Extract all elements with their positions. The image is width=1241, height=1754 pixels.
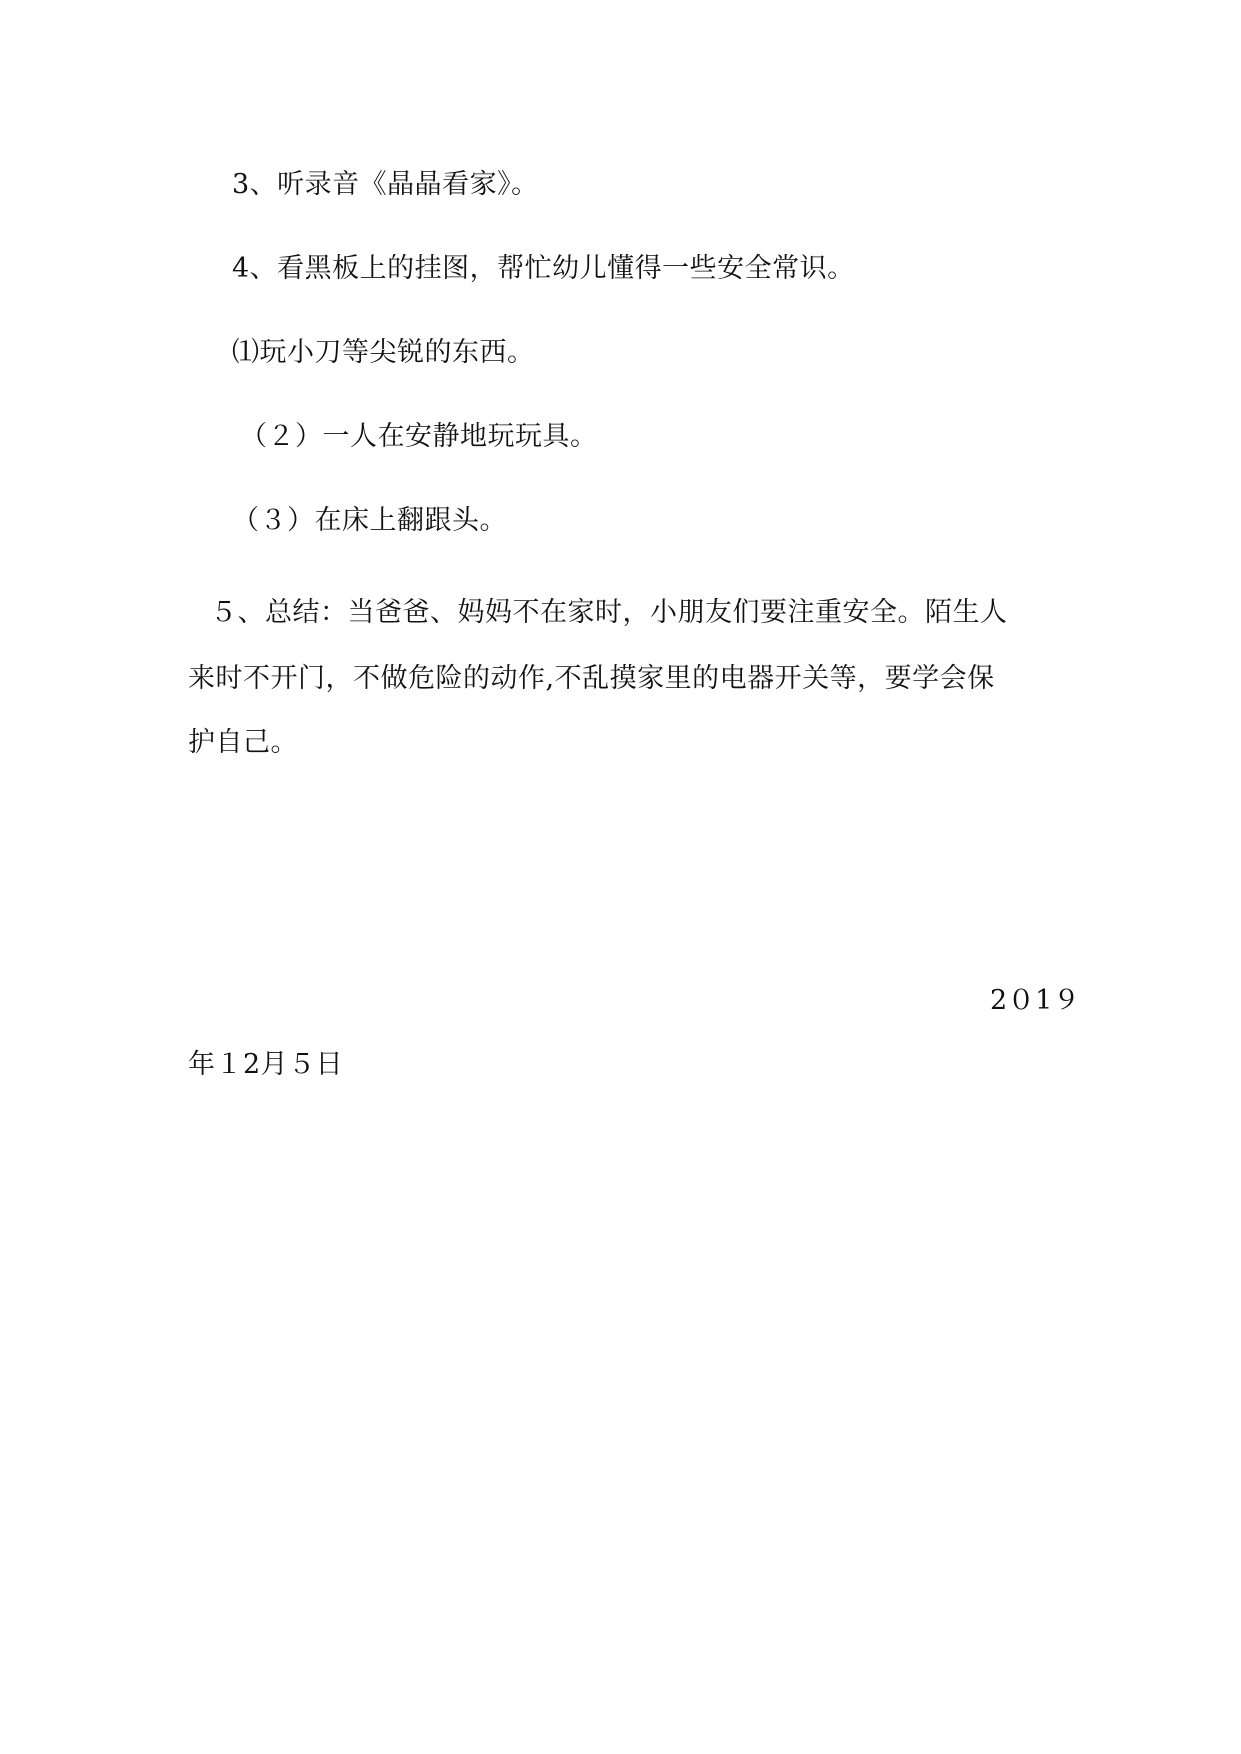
step-4-text: 4、看黑板上的挂图，帮忙幼儿懂得一些安全常识。 [232,253,855,284]
summary-line-1: ５、总结：当爸爸、妈妈不在家时，小朋友们要注重安全。陌生人 [210,597,1008,628]
summary-line-2: 来时不开门，不做危险的动作,不乱摸家里的电器开关等，要学会保 [188,663,995,694]
sub-item-2-text: （２）一人在安静地玩玩具。 [240,421,598,452]
step-3-text: 3、听录音《晶晶看家》。 [232,169,539,200]
date-year: 2０1９ [990,985,1081,1016]
sub-item-1-text: ⑴玩小刀等尖锐的东西。 [232,337,535,368]
summary-line-3: 护自己。 [188,727,298,758]
date-month-day: 年１2月５日 [188,1049,344,1080]
sub-item-3-text: （３）在床上翻跟头。 [232,505,507,536]
